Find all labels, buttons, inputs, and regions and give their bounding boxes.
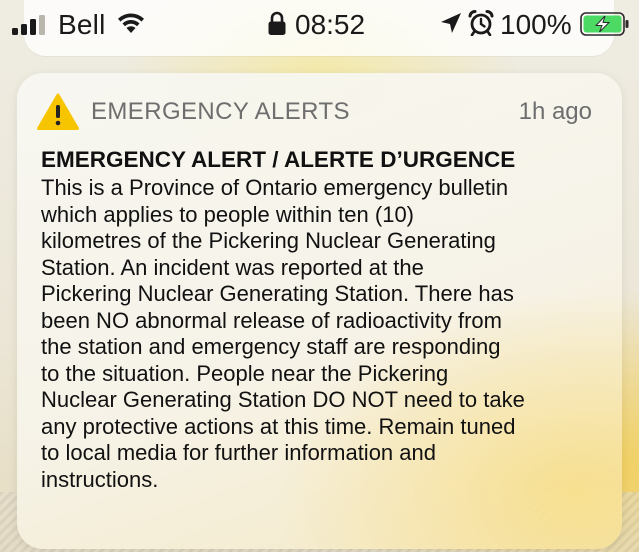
status-bar — [0, 0, 639, 50]
body-line: been NO abnormal release of radioactivity from — [41, 307, 502, 333]
battery-charging-icon — [580, 12, 630, 36]
alarm-icon — [468, 10, 494, 36]
warning-triangle-icon — [37, 93, 79, 131]
body-line: to the situation. People near the Pickering — [41, 360, 449, 386]
notification-timestamp: 1h ago — [518, 98, 592, 125]
body-line: This is a Province of Ontario emergency bulletin — [41, 175, 509, 200]
clock-time: 08:52 — [295, 9, 366, 40]
body-line: Pickering Nuclear Generating Station. There has — [41, 281, 514, 306]
body-line: to local media for further information and — [41, 440, 436, 465]
alert-body — [41, 175, 611, 493]
wifi-icon — [116, 10, 146, 34]
app-name: EMERGENCY ALERTS — [91, 98, 350, 125]
body-line: which applies to people within ten (10) — [41, 201, 415, 227]
lock-icon — [267, 11, 287, 36]
body-line: instructions. — [41, 466, 159, 492]
body-line: the station and emergency staff are responding — [41, 334, 501, 359]
alert-title: EMERGENCY ALERT / ALERTE D’URGENCE — [41, 147, 516, 172]
signal-icon — [12, 15, 50, 35]
body-line: Nuclear Generating Station DO NOT need to take — [41, 387, 525, 412]
emergency-alert-notification[interactable] — [17, 73, 622, 549]
location-icon — [440, 12, 462, 34]
carrier-name: Bell — [58, 9, 106, 40]
body-line: any protective actions at this time. Remain tuned — [41, 413, 516, 439]
body-line: kilometres of the Pickering Nuclear Generating — [41, 228, 496, 253]
body-line: Station. An incident was reported at the — [41, 254, 424, 280]
battery-percentage: 100% — [500, 9, 572, 40]
